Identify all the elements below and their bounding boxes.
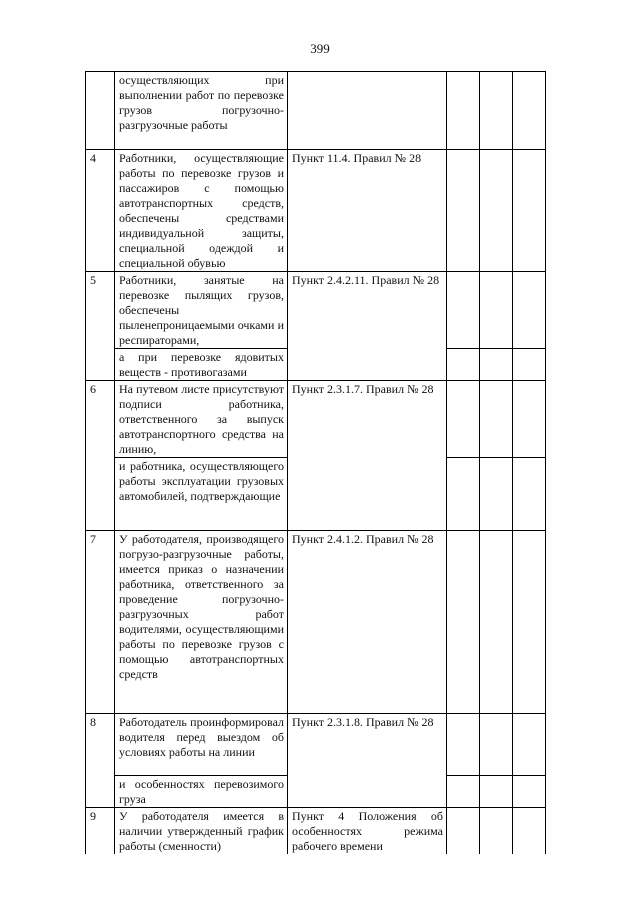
table-row [86, 150, 546, 272]
answer-box-no[interactable] [480, 808, 513, 855]
requirement-text: У работодателя имеется в наличии утвержденный график работы (сменности) [115, 808, 288, 855]
answer-box-na[interactable] [513, 150, 546, 272]
requirement-text: На путевом листе присутствуют подписи работника, ответственного за выпуск автотранспортного средства на линию, [115, 381, 288, 458]
requirements-table [85, 71, 546, 854]
answer-box-yes[interactable] [447, 349, 480, 381]
answer-box-na[interactable] [513, 458, 546, 531]
answer-box-yes[interactable] [447, 72, 480, 150]
answer-box-yes[interactable] [447, 381, 480, 458]
legal-reference: Пункт 11.4. Правил № 28 [288, 150, 447, 272]
answer-box-yes[interactable] [447, 150, 480, 272]
answer-box-na[interactable] [513, 776, 546, 808]
row-number-cell: 4 [86, 150, 115, 272]
answer-box-na[interactable] [513, 349, 546, 381]
row-number-cell [86, 72, 115, 150]
answer-box-yes[interactable] [447, 776, 480, 808]
requirement-text: и работника, осуществляющего работы эксплуатации грузовых автомобилей, подтверждающие [115, 458, 288, 531]
row-number-cell: 9 [86, 808, 115, 855]
answer-box-na[interactable] [513, 714, 546, 776]
table-row [86, 531, 546, 714]
requirement-text: осуществляющих при выполнении работ по перевозке грузов погрузочно-разгрузочные работы [115, 72, 288, 150]
requirement-text: и особенностях перевозимого груза [115, 776, 288, 808]
answer-box-na[interactable] [513, 531, 546, 714]
answer-box-no[interactable] [480, 272, 513, 349]
answer-box-no[interactable] [480, 458, 513, 531]
legal-reference: Пункт 4 Положения об особенностях режима рабочего времени [288, 808, 447, 855]
requirement-text: Работники, занятые на перевозке пылящих грузов, обеспечены пыленепроницаемыми очками и респираторами, [115, 272, 288, 349]
answer-box-no[interactable] [480, 714, 513, 776]
legal-reference: Пункт 2.4.2.11. Правил № 28 [288, 272, 447, 381]
table-row [86, 381, 546, 458]
answer-box-no[interactable] [480, 381, 513, 458]
answer-box-na[interactable] [513, 72, 546, 150]
answer-box-no[interactable] [480, 349, 513, 381]
legal-reference: Пункт 2.4.1.2. Правил № 28 [288, 531, 447, 714]
table-row [86, 808, 546, 855]
answer-box-yes[interactable] [447, 458, 480, 531]
page-number: 399 [310, 41, 330, 56]
answer-box-yes[interactable] [447, 272, 480, 349]
answer-box-no[interactable] [480, 72, 513, 150]
answer-box-yes[interactable] [447, 714, 480, 776]
answer-box-yes[interactable] [447, 531, 480, 714]
answer-box-na[interactable] [513, 381, 546, 458]
legal-reference: Пункт 2.3.1.8. Правил № 28 [288, 714, 447, 808]
requirement-text: а при перевозке ядовитых веществ - противогазами [115, 349, 288, 381]
legal-reference [288, 72, 447, 150]
answer-box-yes[interactable] [447, 808, 480, 855]
row-number-cell: 7 [86, 531, 115, 714]
row-number-cell: 5 [86, 272, 115, 381]
table-row [86, 714, 546, 776]
answer-box-no[interactable] [480, 776, 513, 808]
answer-box-no[interactable] [480, 150, 513, 272]
table-row [86, 72, 546, 150]
table-row [86, 272, 546, 349]
answer-box-na[interactable] [513, 272, 546, 349]
requirement-text: У работодателя, производящего погрузо-разгрузочные работы, имеется приказ о назначении работника, ответственного за проведение погрузочно-разгрузочных работ водителями, осуществляющими работы по перевозке грузов с помощью автотранспортных средств [115, 531, 288, 714]
row-number-cell: 6 [86, 381, 115, 531]
row-number-cell: 8 [86, 714, 115, 808]
legal-reference: Пункт 2.3.1.7. Правил № 28 [288, 381, 447, 531]
requirement-text: Работодатель проинформировал водителя перед выездом об условиях работы на линии [115, 714, 288, 776]
answer-box-no[interactable] [480, 531, 513, 714]
requirement-text: Работники, осуществляющие работы по перевозке грузов и пассажиров с помощью автотранспортных средств, обеспечены средствами индивидуальной защиты, специальной одеждой и специальной обувью [115, 150, 288, 272]
answer-box-na[interactable] [513, 808, 546, 855]
